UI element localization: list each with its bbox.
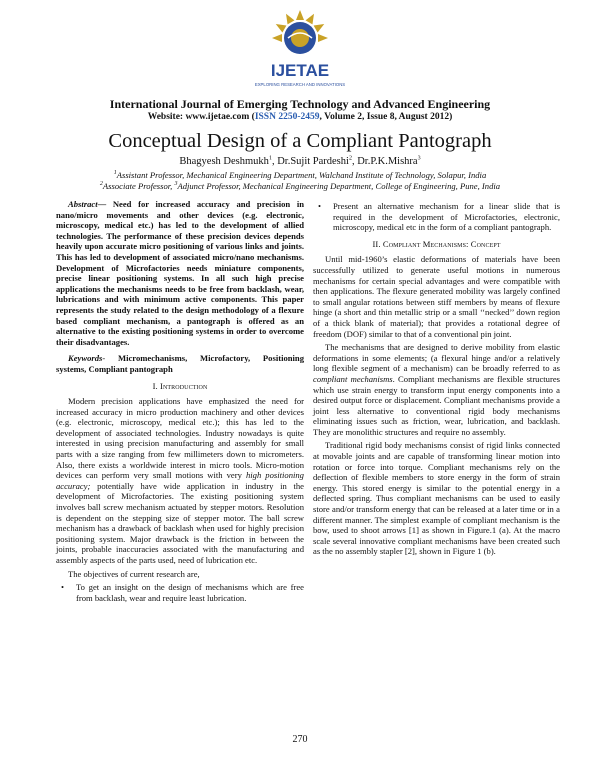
author-name: Dr.P.K.Mishra	[357, 156, 418, 167]
objectives-list-continued	[313, 201, 560, 233]
paper-title: Conceptual Design of a Compliant Pantograph	[108, 130, 492, 152]
affiliation-1: $^1$Assistant Professor, Mechanical Engineering Department, Walchand Institute of Technology, Solapur, India	[113, 170, 487, 180]
bullet-icon: •	[61, 582, 65, 593]
list-item: • Present an alternative mechanism for a linear slide that is required in the development of Microfactories, electronic, microscopy, medical etc in the form of a compliant pantograph.	[318, 201, 560, 233]
keywords: Keywords- Micromechanisms, Microfactory, Positioning systems, Compliant pantograph	[56, 353, 304, 374]
intro-paragraph: Modern precision applications have emphasized the need for increased accuracy in micro production machinery and other devices (e.g. electronic, microscopy, medical etc.); this has led to the development of associated technologies. Industry nowadays is quite interested in using precision manufacturing and assembly for small parts with a size ranging from few millimeters down to micrometers. Also, there exists a worldwide interest in micro tools. Micro-motion devices can perform very small motions with very high positioning accuracy; potentially have wide application in industry in the development of Microfactories. The existing positioning system involves ball screw mechanism actuated by stepper motors. Resolution is dependent on the stepping size of stepper motor. The ball screw mechanism has a drawback of backlash when used for highly precision positioning system. Major drawback is the friction in between the joints, probable inaccuracies associated with the manufacturing and assembly aspects of the parts used, need of lubrication etc.	[56, 396, 304, 565]
author-name: Bhagyesh Deshmukh	[179, 156, 269, 167]
logo-tagline: EXPLORING RESEARCH AND INNOVATIONS	[255, 82, 345, 87]
left-column	[56, 199, 304, 606]
section-heading-introduction: I. Introduction	[152, 380, 208, 391]
section-heading-compliant-mechanisms: II. Compliant Mechanisms: Concept	[372, 238, 501, 249]
journal-logo-icon	[255, 8, 345, 93]
journal-name: International Journal of Emerging Technology and Advanced Engineering	[109, 97, 491, 111]
bullet-icon: •	[318, 201, 322, 211]
page-number: 270	[292, 734, 308, 745]
right-column	[313, 199, 560, 560]
objectives-intro: The objectives of current research are,	[68, 568, 200, 579]
concept-paragraph-3: Traditional rigid body mechanisms consist of rigid links connected at movable joints and are capable of transforming linear motion into rotation or force into torque. Compliant mechanisms rely on the deflection of flexible members to store energy in the form of strain energy. This stored energy is similar to the potential energy in a deflected spring. Thus compliant mechanisms can be used to easily store and/or transform energy that can be released at a later time or in a different manner. The simplest example of compliant mechanism is the bow, used to shoot arrows [1] as shown in Figure.1 (a). At the macro scale several innovative compliant mechanisms have been created such as the no assembly stapler [2], shown in Figure 1 (b).	[313, 440, 560, 557]
issn-link[interactable]: ISSN 2250-2459	[254, 112, 320, 122]
abstract: Abstract— Need for increased accuracy and precision in nano/micro movements and other devices (e.g. electronic, microscopy, medical etc.) has led to the development of allied technologies. The performance of these precision devices depends heavily upon accurate micro positioning of various links and joints. This has led to development of associated micro/nano mechanisms. Development of Microfactories needs miniature components, precise linear positioning systems. In all such high precise applications the mechanisms needs to be free from backlash, wear, lubrications and with minimum active components. This paper represents the study related to the design methodology of a flexure based compliant mechanism, a pantograph is offered as an alternative to the existing positioning systems in order to overcome their disadvantages.	[56, 199, 304, 347]
author-name: Dr.Sujit Pardeshi	[277, 156, 349, 167]
concept-paragraph-2: The mechanisms that are designed to derive mobility from elastic deformations in some elements; (a flexural hinge and/or a relatively long flexible segment of a mechanism) can be broadly referred to as compliant mechanisms. Compliant mechanisms are flexible structures which use strain energy to transform input energy components into a desired output force or displacement. Compliant mechanisms provide a joint less alternative to conventional rigid body mechanisms eliminating issues such as friction, wear, lubrication, and backlash. They are monolithic structures and require no assembly.	[313, 342, 560, 437]
list-item: • To get an insight on the design of mechanisms which are free from backlash, wear and require least lubrication.	[61, 582, 304, 603]
affiliation-2: $^2$Associate Professor, $^3$Adjunct Professor, Mechanical Engineering Department, College of Engineering, Pune, India	[99, 181, 501, 191]
objectives-list	[56, 582, 304, 603]
author-list: Bhagyesh Deshmukh$^1$, Dr.Sujit Pardeshi$^2$, Dr.P.K.Mishra$^3$	[179, 155, 421, 167]
journal-website: Website: www.ijetae.com (ISSN 2250-2459, Volume 2, Issue 8, August 2012)	[147, 112, 453, 122]
concept-paragraph-1: Until mid-1960’s elastic deformations of materials have been successfully utilized to generate useful motions in numerous mechanisms for certain special advantages and were compatible with then applications. The flexure generated mobility was largely confined to small angular rotations between stiff members by means of flexure hinge (a short and thin metallic strip or a small ‘‘necked’’ down region of a thick blank of material); that provides a rotational degree of freedom (DOF) similar to that of a conventional pin joint.	[313, 254, 560, 339]
logo-text: IJETAE	[270, 61, 330, 80]
